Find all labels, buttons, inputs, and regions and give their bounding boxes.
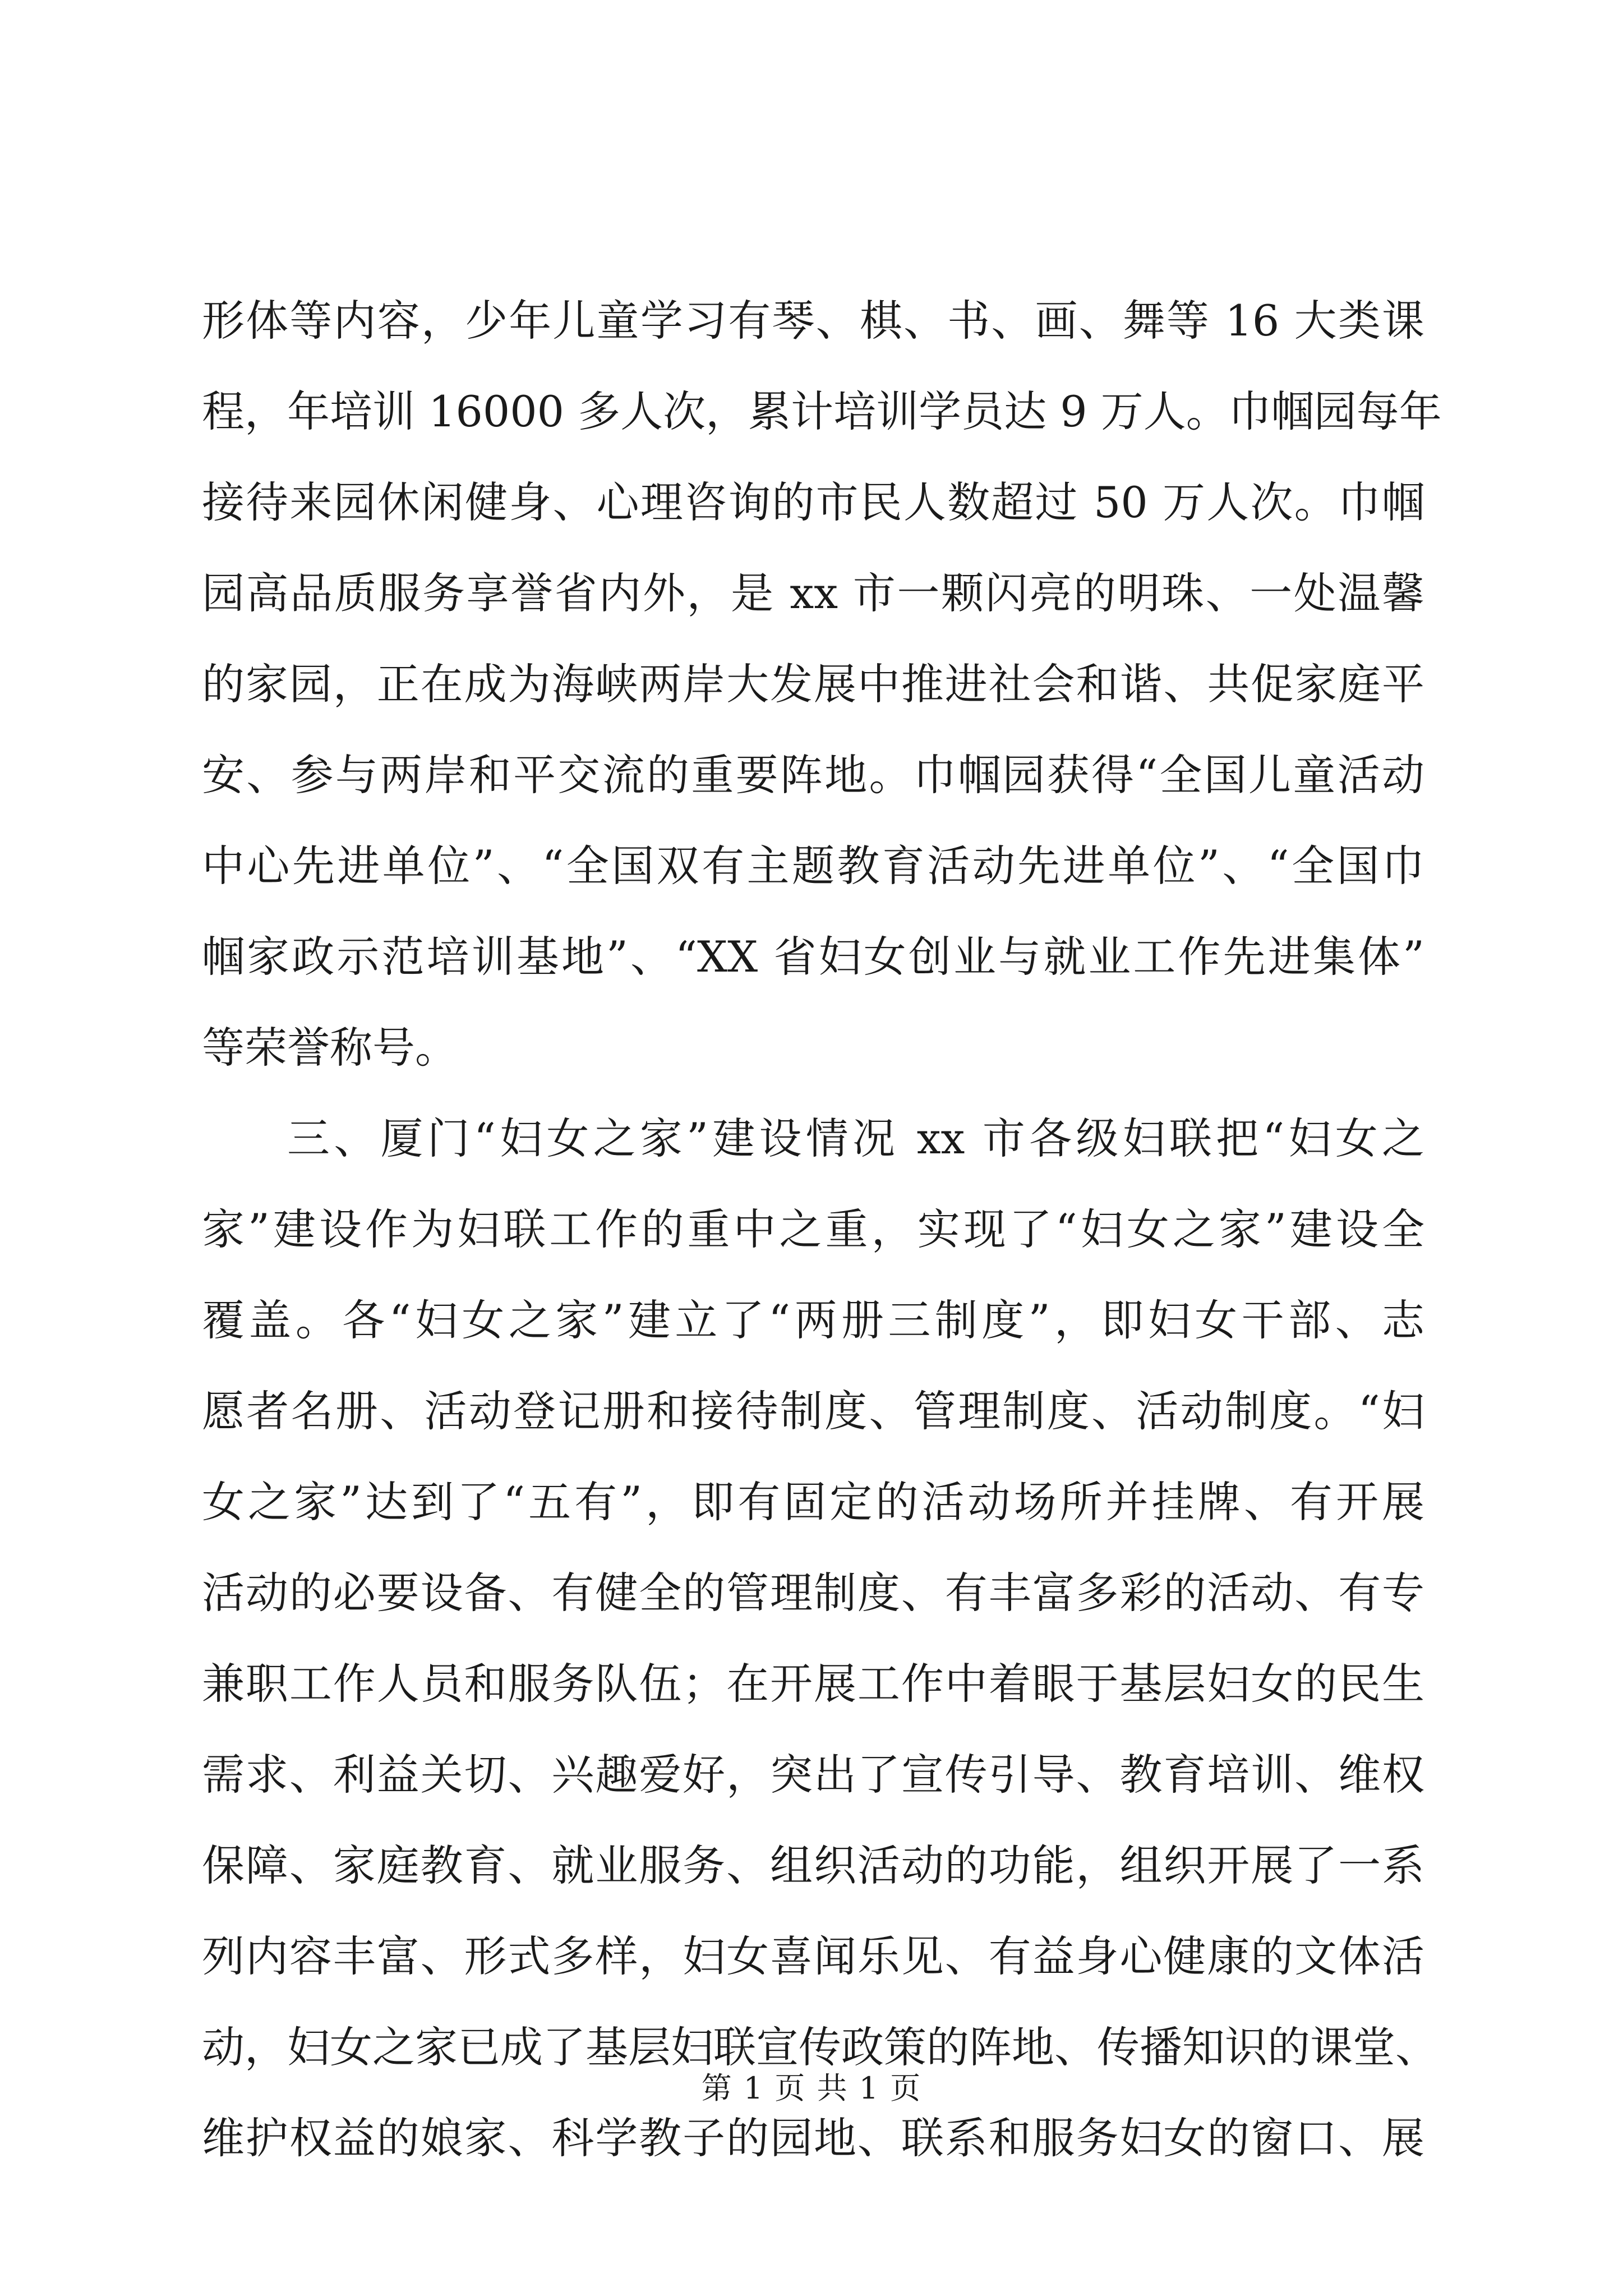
section-heading-line: 三、厦门“妇女之家”建设情况 xx 市各级妇联把“妇女之 xyxy=(287,1114,1424,1163)
text-line: 女之家”达到了“五有”，即有固定的活动场所并挂牌、有开展 xyxy=(202,1477,1424,1527)
text-line: 安、参与两岸和平交流的重要阵地。巾帼园获得“全国儿童活动 xyxy=(202,750,1424,800)
page-number-footer: 第 1 页 共 1 页 xyxy=(701,2070,922,2106)
text-line: 愿者名册、活动登记册和接待制度、管理制度、活动制度。“妇 xyxy=(202,1386,1424,1436)
text-line: 需求、利益关切、兴趣爱好，突出了宣传引导、教育培训、维权 xyxy=(202,1750,1424,1800)
text-line: 形体等内容，少年儿童学习有琴、棋、书、画、舞等 16 大类课 xyxy=(202,296,1424,346)
document-body xyxy=(202,292,1442,2200)
text-line: 程，年培训 16000 多人次，累计培训学员达 9 万人。巾帼园每年 xyxy=(202,386,1442,436)
text-line: 帼家政示范培训基地”、“XX 省妇女创业与就业工作先进集体” xyxy=(202,932,1424,982)
text-line: 活动的必要设备、有健全的管理制度、有丰富多彩的活动、有专 xyxy=(202,1568,1424,1618)
text-line: 园高品质服务享誉省内外，是 xx 市一颗闪亮的明珠、一处温馨 xyxy=(202,568,1424,618)
text-line: 维护权益的娘家、科学教子的园地、联系和服务妇女的窗口、展 xyxy=(202,2113,1424,2163)
text-line: 家”建设作为妇联工作的重中之重，实现了“妇女之家”建设全 xyxy=(202,1204,1424,1254)
text-line: 等荣誉称号。 xyxy=(202,1023,458,1073)
text-line: 中心先进单位”、“全国双有主题教育活动先进单位”、“全国巾 xyxy=(202,841,1424,891)
text-line: 动，妇女之家已成了基层妇联宣传政策的阵地、传播知识的课堂、 xyxy=(202,2022,1438,2072)
text-line: 兼职工作人员和服务队伍；在开展工作中着眼于基层妇女的民生 xyxy=(202,1659,1424,1709)
text-line: 的家园，正在成为海峡两岸大发展中推进社会和谐、共促家庭平 xyxy=(202,659,1424,709)
text-line: 列内容丰富、形式多样，妇女喜闻乐见、有益身心健康的文体活 xyxy=(202,1931,1424,1981)
text-line: 接待来园休闲健身、心理咨询的市民人数超过 50 万人次。巾帼 xyxy=(202,477,1424,527)
text-line: 覆盖。各“妇女之家”建立了“两册三制度”，即妇女干部、志 xyxy=(202,1295,1424,1345)
text-line: 保障、家庭教育、就业服务、组织活动的功能，组织开展了一系 xyxy=(202,1841,1424,1890)
